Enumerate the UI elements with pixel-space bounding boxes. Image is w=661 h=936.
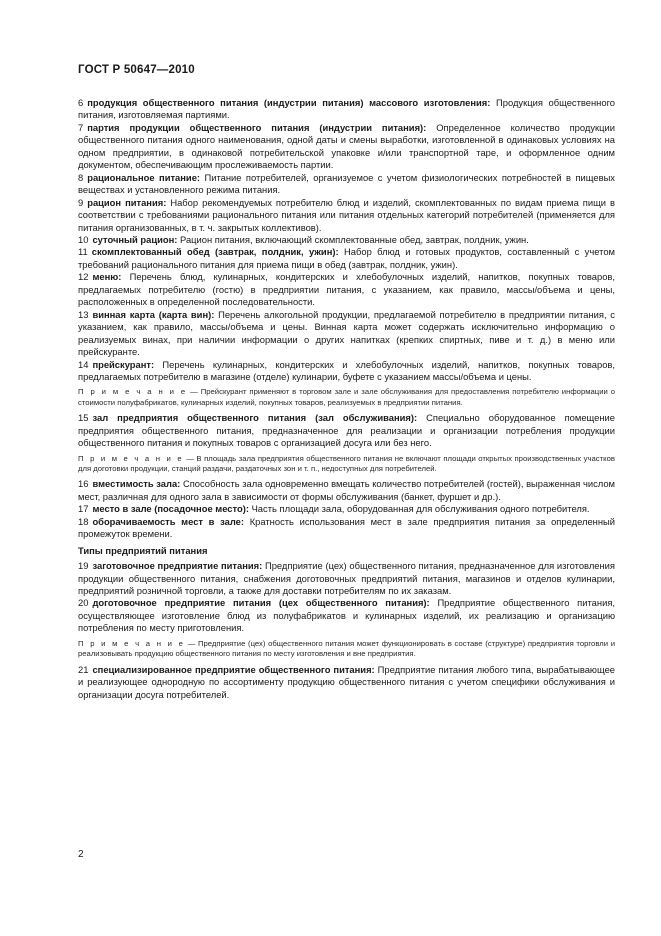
entry-term: зал предприятия общественного питания (зал обслуживания): <box>92 412 418 424</box>
document-body <box>78 97 615 701</box>
entry-term: место в зале (посадочное место): <box>92 503 249 515</box>
entry-term: прейскурант: <box>92 358 155 370</box>
entry-number: 9 <box>78 196 84 208</box>
note-text: — В площадь зала предприятия общественного питания не включают площади открытых производственных участков для доготовки продукции, станций раздачи, раздаточных зон и т. п., недоступных для потребителей. <box>78 453 615 473</box>
definition-entry-13 <box>78 309 615 359</box>
entry-number: 7 <box>78 121 84 133</box>
entry-text: Часть площади зала, оборудованная для обслуживания одного потребителя. <box>251 503 590 515</box>
entry-text: Набор блюд и готовых продуктов, составленный с учетом требований рационального питания для приема пищи в обед (завтрак, полдник, ужин). <box>78 246 616 270</box>
note-text: — Прейскурант применяют в торговом зале и зале обслуживания для предоставления потребителю информации о стоимости полуфабрикатов, кулинарных изделий, покупных товаров, реализуемых в предприятии питания. <box>78 387 615 407</box>
entry-text: Предприятие питания любого типа, вырабатывающее и реализующее однородную по ассортименту продукцию общественного питания с учетом специфики обслуживания и организации досуга потребителей. <box>78 663 616 700</box>
page-number: 2 <box>78 849 84 860</box>
note-text: — Предприятие (цех) общественного питания может функционировать в составе (структуре) предприятия торговли и реализовывать продукцию общественного питания по месту изготовления и вне предприятия. <box>78 638 615 659</box>
note-hall-area <box>78 454 615 475</box>
document-header: ГОСТ Р 50647—2010 <box>78 64 195 76</box>
entry-number: 8 <box>78 171 84 183</box>
entry-term: винная карта (карта вин): <box>92 308 215 320</box>
definition-entry-16 <box>78 478 615 503</box>
entry-text: Специально оборудованное помещение предприятия общественного питания, предназначенное для реализации и организации потребления продукции общественного питания и покупных товаров с организацией досуга или без него. <box>78 412 616 449</box>
note-label: П р и м е ч а н и е <box>78 638 185 648</box>
definition-entry-7 <box>78 122 615 172</box>
entry-term: скомплектованный обед (завтрак, полдник, ужин): <box>91 246 339 258</box>
definition-entry-6 <box>78 97 615 122</box>
entry-term: рацион питания: <box>87 196 167 208</box>
entry-number: 16 <box>78 478 89 490</box>
entry-term: меню: <box>92 271 122 283</box>
entry-number: 6 <box>78 97 84 108</box>
entry-term: оборачиваемость мест в зале: <box>92 515 245 527</box>
entry-text: Определенное количество продукции общественного питания одного наименования, одной даты и смены выработки, изготовленной в одинаковых условиях на одном предприятии, в одинаковой потребительской упаковке и/или транспортной таре, и оформленное одним документом, обеспечивающим прослеживаемость партии. <box>78 121 616 171</box>
entry-number: 11 <box>78 246 88 258</box>
entry-number: 20 <box>78 597 89 609</box>
entry-number: 17 <box>78 503 89 515</box>
entry-term: партия продукции общественного питания (индустрии питания): <box>87 121 427 133</box>
entry-text: Продукция общественного питания, изготовляемая партиями. <box>78 97 616 121</box>
definition-entry-15 <box>78 412 615 449</box>
entry-number: 13 <box>78 308 89 320</box>
entry-text: Предприятие (цех) общественного питания, предназначенное для изготовления продукции общественного питания, снабжения доготовочных предприятий питания, магазинов и отделов кулинарии, предприятий розничной торговли, а также для доставки потребителям по их заказам. <box>78 560 615 597</box>
entry-number: 12 <box>78 271 89 283</box>
entry-number: 21 <box>78 663 89 675</box>
entry-number: 15 <box>78 412 89 424</box>
entry-text: Перечень блюд, кулинарных, кондитерских и хлебобулочных изделий, напитков, покупных товаров, предлагаемых потребителю (гостю) в предприятии питания, с указанием, как правило, массы/объема и цены, расположенных в определенной последовательности. <box>78 271 615 308</box>
entry-text: Способность зала одновременно вмещать количество потребителей (гостей), выраженная числом мест, различная для одного зала в зависимости от формы обслуживания (банкет, фуршет и др.). <box>78 478 615 502</box>
entry-number: 19 <box>78 560 89 572</box>
entry-term: рациональное питание: <box>87 171 201 183</box>
entry-term: заготовочное предприятие питания: <box>92 560 263 572</box>
entry-text: Питание потребителей, организуемое с учетом физиологических потребностей в пищевых веществах и установленного режима питания. <box>78 171 615 196</box>
definitions-group-1 <box>78 97 615 383</box>
entry-number: 18 <box>78 515 89 527</box>
definition-entry-17 <box>78 503 615 515</box>
definition-entry-12 <box>78 271 615 308</box>
entry-term: суточный рацион: <box>92 233 178 245</box>
entry-term: специализированное предприятие общественного питания: <box>92 663 375 675</box>
entry-number: 14 <box>78 358 89 370</box>
entry-text: Перечень кулинарных, кондитерских и хлебобулочных изделий, напитков, покупных товаров, предлагаемых потребителю в магазине (отделе) кулинарии, буфете с указанием массы/объема и цены. <box>78 358 615 382</box>
entry-term: продукция общественного питания (индустрии питания) массового изготовления: <box>87 97 491 108</box>
note-label: П р и м е ч а н и е <box>78 453 184 463</box>
entry-text: Кратность использования мест в зале предприятия питания за определенный промежуток времени. <box>78 515 615 540</box>
definition-entry-21 <box>78 664 615 701</box>
definition-entry-20 <box>78 597 615 634</box>
definition-entry-10 <box>78 234 615 246</box>
note-label: П р и м е ч а н и е <box>78 387 188 397</box>
definition-entry-11 <box>78 246 615 271</box>
definition-entry-8 <box>78 172 615 197</box>
note-price-list <box>78 387 615 408</box>
definition-entry-18 <box>78 516 615 541</box>
definition-entry-19 <box>78 560 615 597</box>
section-heading: Типы предприятий питания <box>78 544 208 556</box>
definition-entry-14 <box>78 359 615 384</box>
entry-term: вместимость зала: <box>92 478 181 490</box>
entry-term: доготовочное предприятие питания (цех общественного питания): <box>92 597 430 609</box>
entry-text: Рацион питания, включающий скомплектованные обед, завтрак, полдник, ужин. <box>180 233 529 245</box>
definition-entry-9 <box>78 197 615 234</box>
entry-text: Набор рекомендуемых потребителю блюд и изделий, скомплектованных по видам приема пищи в соответствии с требованиями рационального питания или питания отдельных категорий потребителей (применяется для питания организованных, в т. ч. закрытых коллективов). <box>78 196 616 233</box>
entry-number: 10 <box>78 233 89 245</box>
note-preparation-enterprise <box>78 639 615 660</box>
entry-text: Перечень алкогольной продукции, предлагаемой потребителю в предприятии питания, с указанием, как правило, массы/объема и цены. Винная карта может содержать исключительно информацию о реализуемых винах, при наличии информации о других напитках (крепких спиртных, пиве и т. д.) в меню или прейскуранте. <box>78 308 615 358</box>
entry-text: Предприятие общественного питания, осуществляющее изготовление блюд из полуфабрикатов и кулинарных изделий, их реализацию и организацию потребления по месту приготовления. <box>78 597 615 634</box>
